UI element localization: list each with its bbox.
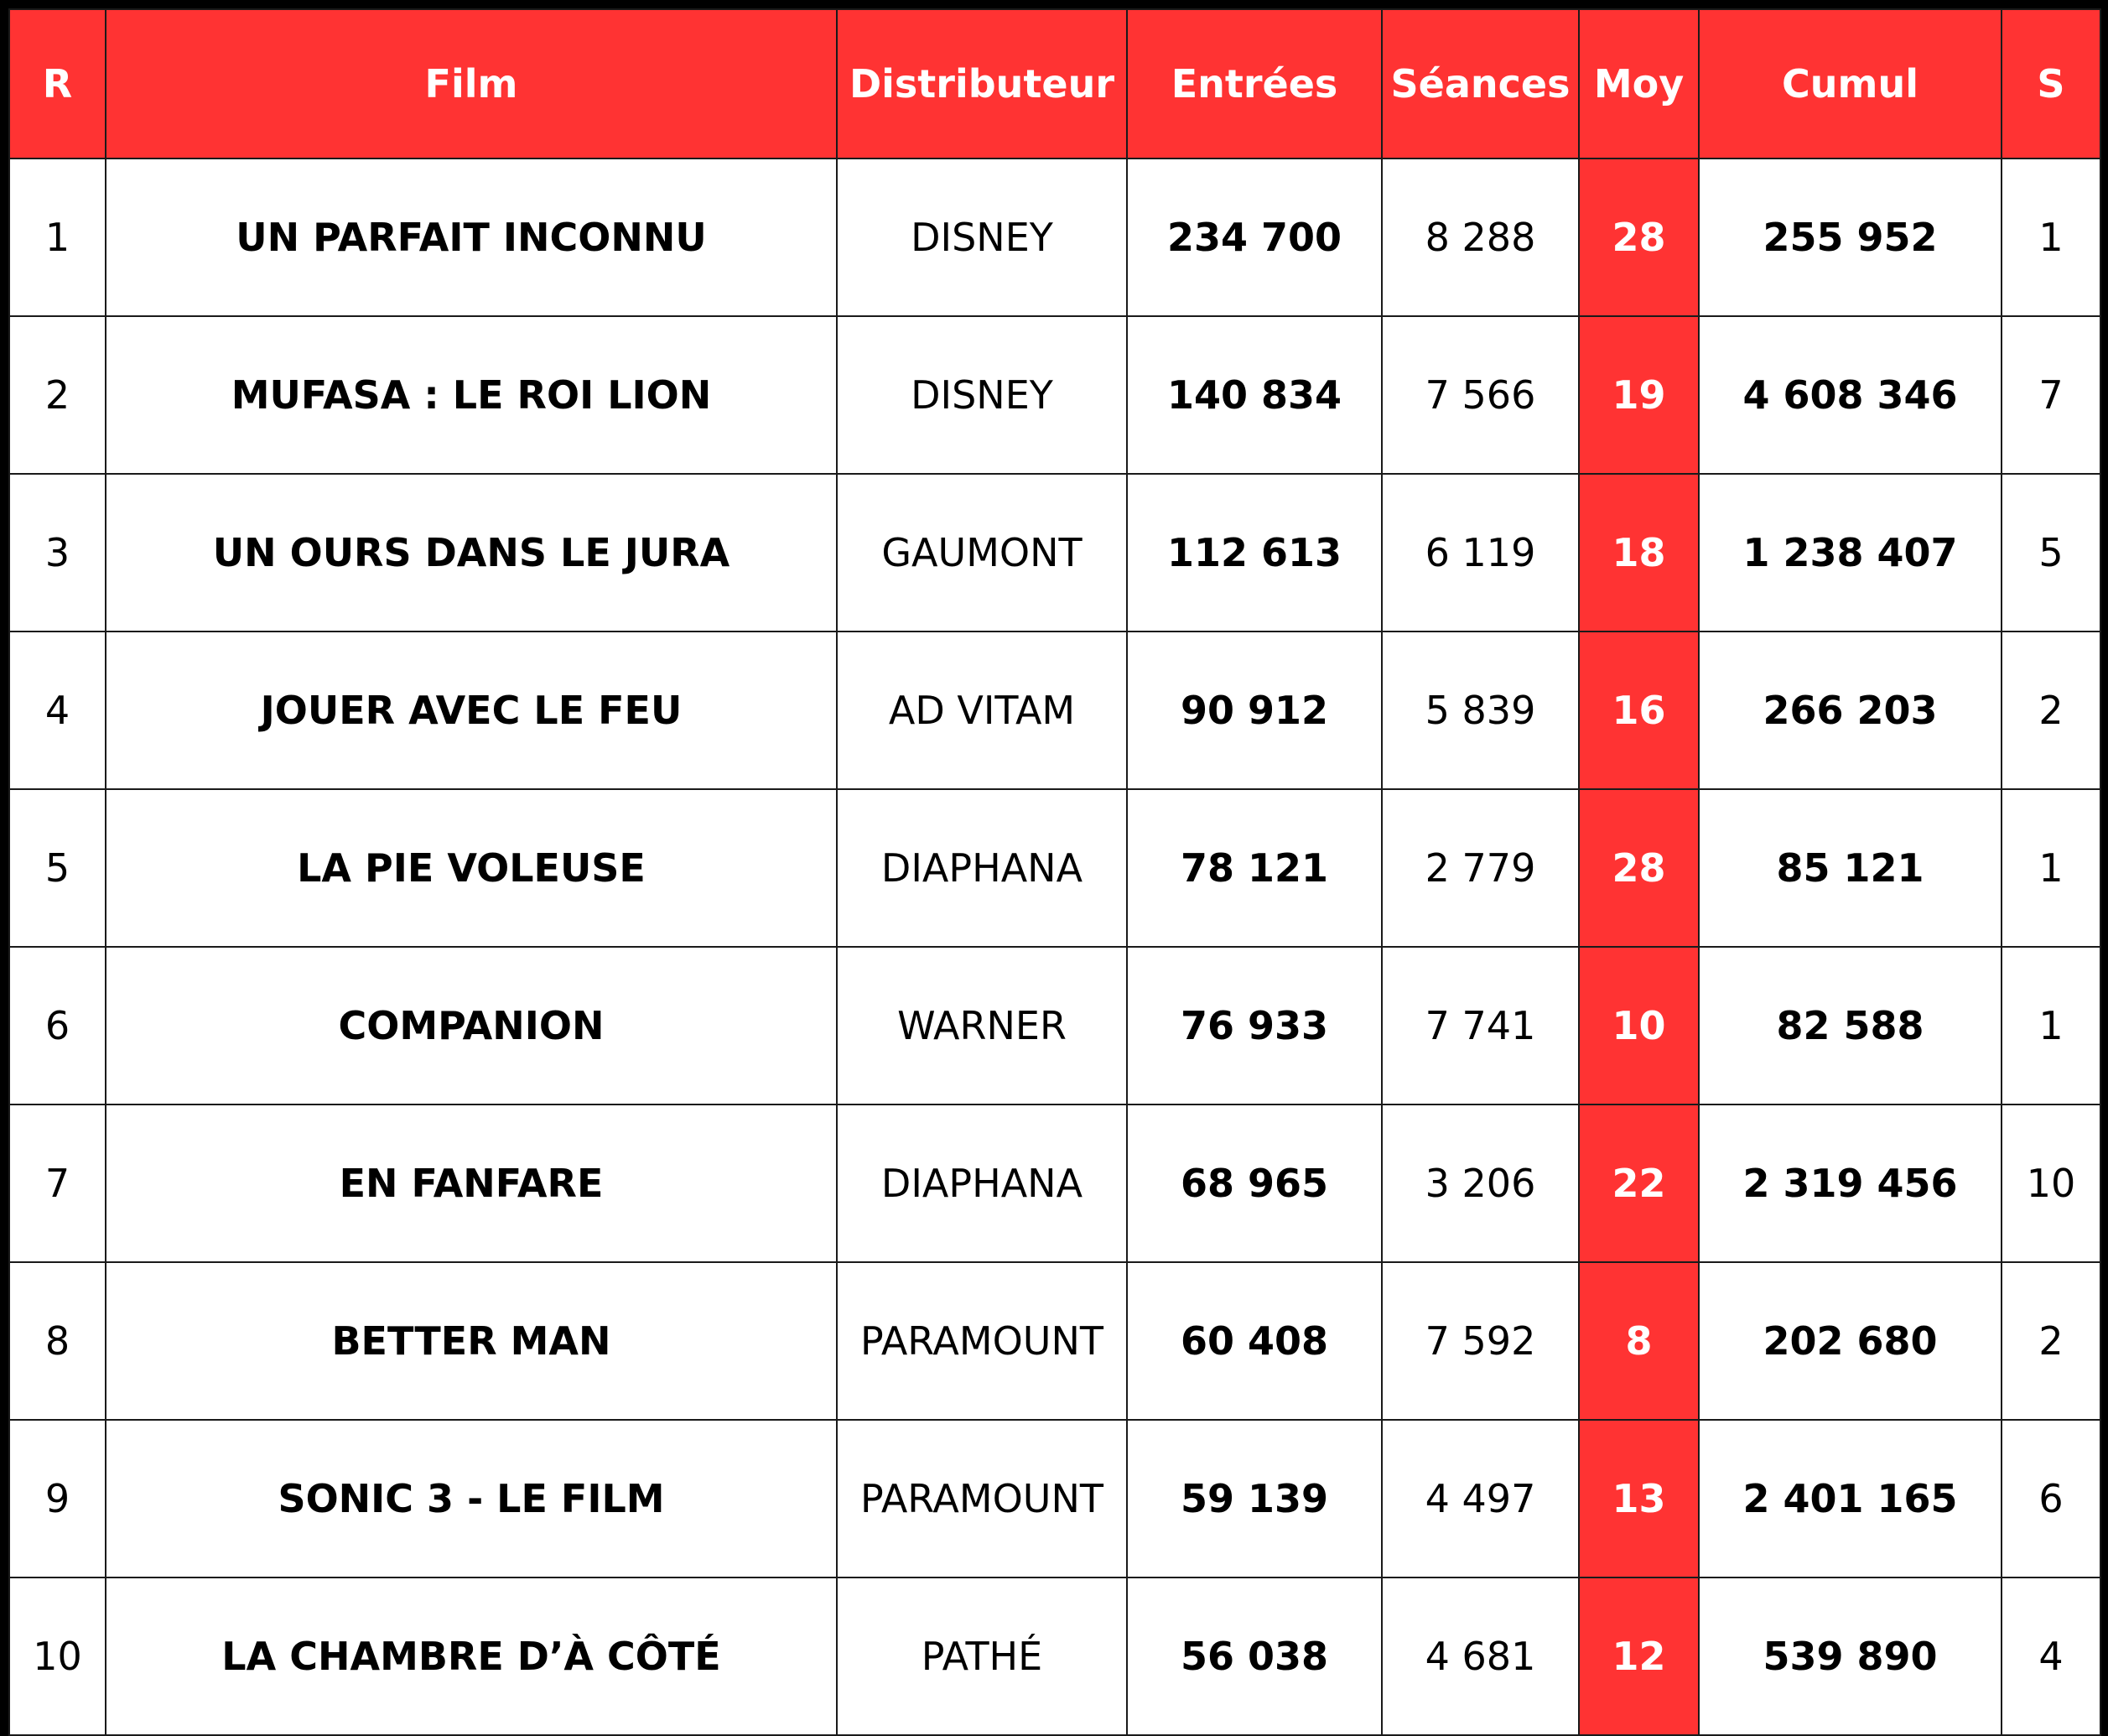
weeks-cell: 7 (2002, 316, 2100, 474)
header-entrees: Entrées (1127, 9, 1382, 159)
film-cell: SONIC 3 - LE FILM (106, 1420, 837, 1577)
entrees-cell: 56 038 (1127, 1577, 1382, 1735)
cumul-cell: 2 319 456 (1699, 1104, 2002, 1262)
entrees-cell: 60 408 (1127, 1262, 1382, 1420)
rank-cell: 3 (9, 474, 106, 632)
box-office-table (8, 8, 2101, 1736)
distributor-cell: PARAMOUNT (837, 1262, 1127, 1420)
cumul-cell: 539 890 (1699, 1577, 2002, 1735)
table-row (9, 1262, 2100, 1420)
distributor-cell: PARAMOUNT (837, 1420, 1127, 1577)
header-seances: Séances (1382, 9, 1579, 159)
seances-cell: 7 566 (1382, 316, 1579, 474)
entrees-cell: 59 139 (1127, 1420, 1382, 1577)
moy-cell: 8 (1579, 1262, 1699, 1420)
cumul-cell: 202 680 (1699, 1262, 2002, 1420)
film-cell: LA CHAMBRE D’À CÔTÉ (106, 1577, 837, 1735)
entrees-cell: 234 700 (1127, 159, 1382, 316)
header-film: Film (106, 9, 837, 159)
moy-cell: 18 (1579, 474, 1699, 632)
entrees-cell: 68 965 (1127, 1104, 1382, 1262)
table-row (9, 316, 2100, 474)
cumul-cell: 4 608 346 (1699, 316, 2002, 474)
moy-cell: 13 (1579, 1420, 1699, 1577)
entrees-cell: 90 912 (1127, 632, 1382, 789)
distributor-cell: PATHÉ (837, 1577, 1127, 1735)
entrees-cell: 78 121 (1127, 789, 1382, 947)
rank-cell: 4 (9, 632, 106, 789)
film-cell: COMPANION (106, 947, 837, 1104)
film-cell: EN FANFARE (106, 1104, 837, 1262)
weeks-cell: 10 (2002, 1104, 2100, 1262)
table-row (9, 947, 2100, 1104)
weeks-cell: 1 (2002, 159, 2100, 316)
film-cell: BETTER MAN (106, 1262, 837, 1420)
distributor-cell: AD VITAM (837, 632, 1127, 789)
rank-cell: 1 (9, 159, 106, 316)
seances-cell: 7 741 (1382, 947, 1579, 1104)
distributor-cell: DIAPHANA (837, 789, 1127, 947)
table-row (9, 1420, 2100, 1577)
cumul-cell: 255 952 (1699, 159, 2002, 316)
header-moy: Moy (1579, 9, 1699, 159)
table-row (9, 474, 2100, 632)
distributor-cell: DISNEY (837, 316, 1127, 474)
moy-cell: 28 (1579, 789, 1699, 947)
entrees-cell: 76 933 (1127, 947, 1382, 1104)
header-cumul: Cumul (1699, 9, 2002, 159)
weeks-cell: 1 (2002, 947, 2100, 1104)
rank-cell: 10 (9, 1577, 106, 1735)
rank-cell: 6 (9, 947, 106, 1104)
moy-cell: 28 (1579, 159, 1699, 316)
weeks-cell: 1 (2002, 789, 2100, 947)
header-row (9, 9, 2100, 159)
moy-cell: 12 (1579, 1577, 1699, 1735)
cumul-cell: 1 238 407 (1699, 474, 2002, 632)
header-weeks: S (2002, 9, 2100, 159)
distributor-cell: DISNEY (837, 159, 1127, 316)
seances-cell: 4 497 (1382, 1420, 1579, 1577)
seances-cell: 4 681 (1382, 1577, 1579, 1735)
cumul-cell: 266 203 (1699, 632, 2002, 789)
table-row (9, 632, 2100, 789)
weeks-cell: 6 (2002, 1420, 2100, 1577)
table-row (9, 159, 2100, 316)
moy-cell: 10 (1579, 947, 1699, 1104)
seances-cell: 7 592 (1382, 1262, 1579, 1420)
rank-cell: 9 (9, 1420, 106, 1577)
film-cell: UN PARFAIT INCONNU (106, 159, 837, 316)
seances-cell: 2 779 (1382, 789, 1579, 947)
cumul-cell: 82 588 (1699, 947, 2002, 1104)
weeks-cell: 2 (2002, 632, 2100, 789)
table-row (9, 789, 2100, 947)
distributor-cell: GAUMONT (837, 474, 1127, 632)
weeks-cell: 5 (2002, 474, 2100, 632)
rank-cell: 7 (9, 1104, 106, 1262)
film-cell: LA PIE VOLEUSE (106, 789, 837, 947)
cumul-cell: 2 401 165 (1699, 1420, 2002, 1577)
entrees-cell: 140 834 (1127, 316, 1382, 474)
seances-cell: 5 839 (1382, 632, 1579, 789)
moy-cell: 16 (1579, 632, 1699, 789)
moy-cell: 22 (1579, 1104, 1699, 1262)
seances-cell: 8 288 (1382, 159, 1579, 316)
rank-cell: 5 (9, 789, 106, 947)
rank-cell: 2 (9, 316, 106, 474)
film-cell: MUFASA : LE ROI LION (106, 316, 837, 474)
film-cell: JOUER AVEC LE FEU (106, 632, 837, 789)
table-row (9, 1577, 2100, 1735)
header-rank: R (9, 9, 106, 159)
distributor-cell: WARNER (837, 947, 1127, 1104)
table-row (9, 1104, 2100, 1262)
entrees-cell: 112 613 (1127, 474, 1382, 632)
seances-cell: 6 119 (1382, 474, 1579, 632)
film-cell: UN OURS DANS LE JURA (106, 474, 837, 632)
moy-cell: 19 (1579, 316, 1699, 474)
seances-cell: 3 206 (1382, 1104, 1579, 1262)
distributor-cell: DIAPHANA (837, 1104, 1127, 1262)
weeks-cell: 4 (2002, 1577, 2100, 1735)
weeks-cell: 2 (2002, 1262, 2100, 1420)
rank-cell: 8 (9, 1262, 106, 1420)
header-distributor: Distributeur (837, 9, 1127, 159)
cumul-cell: 85 121 (1699, 789, 2002, 947)
